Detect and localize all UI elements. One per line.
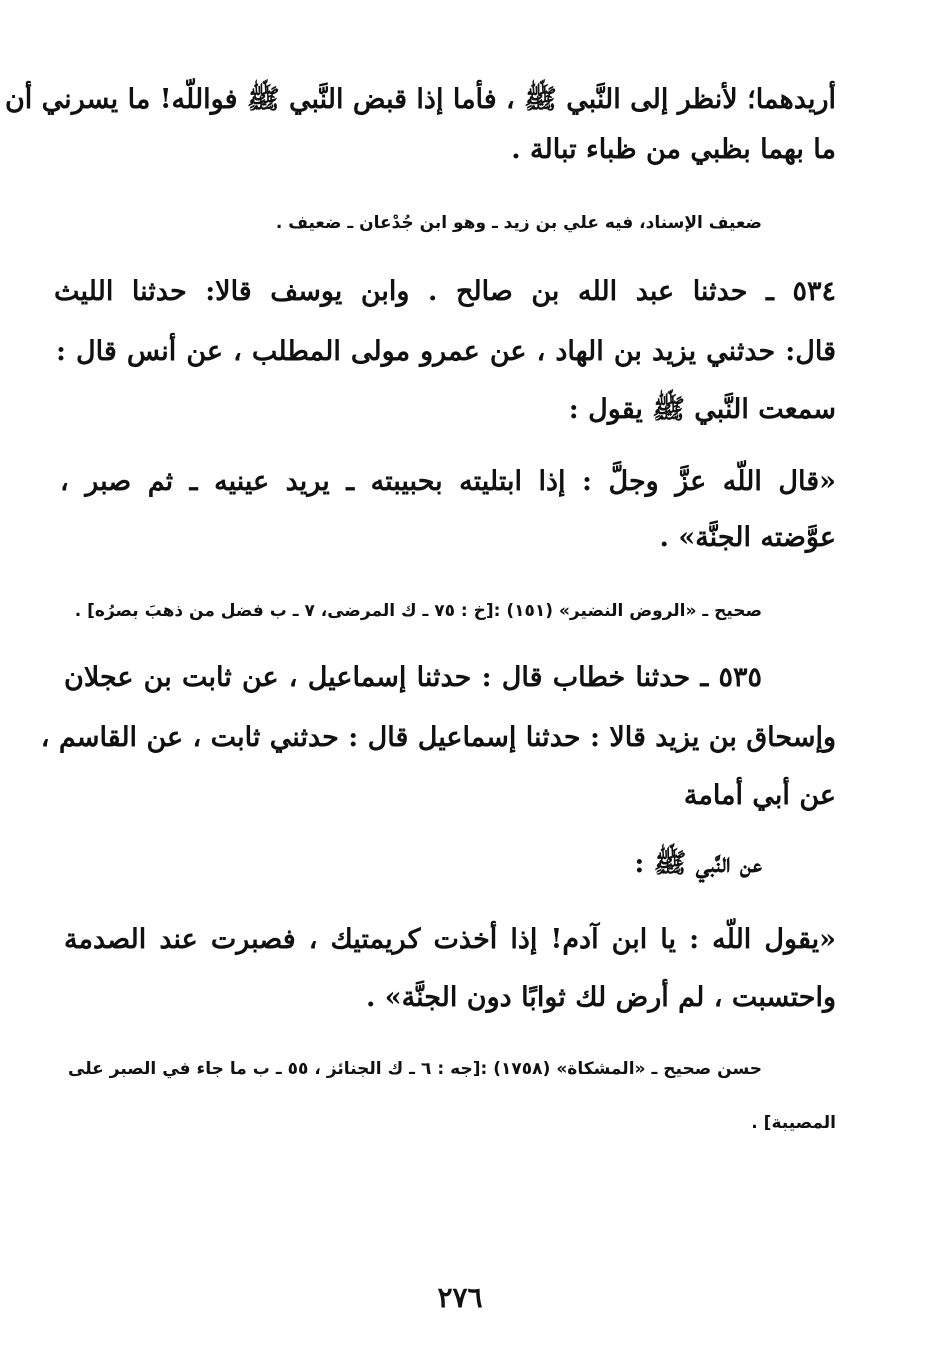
footnote-grade: ضعيف الإسناد، فيه علي بن زيد ـ وهو ابن جُدْعان ـ ضعيف . (275, 213, 762, 233)
hadith-535-chain: عن النَّبي ﷺ : (634, 848, 762, 879)
page-number: ٢٧٦ (437, 1281, 483, 1314)
hadith-534-chain: قال: حدثني يزيد بن الهاد ، عن عمرو مولى المطلب ، عن أنس قال : (56, 336, 836, 367)
hadith-535-chain: عن أبي أمامة (683, 780, 836, 811)
paragraph-line: ما بهما بظبي من ظباء تبالة . (511, 134, 836, 165)
hadith-535-text: واحتسبت ، لم أرض لك ثوابًا دون الجنَّة» . (365, 982, 836, 1013)
hadith-535-chain: ٥٣٥ ـ حدثنا خطاب قال : حدثنا إسماعيل ، عن ثابت بن عجلان (64, 662, 762, 693)
paragraph-line: أريدهما؛ لأنظر إلى النَّبي ﷺ ، فأما إذا قبض النَّبي ﷺ فواللّه! ما يسرني أن (4, 84, 836, 115)
hadith-535-text: «يقول اللّه : يا ابن آدم! إذا أخذت كريمتيك ، فصبرت عند الصدمة (64, 924, 836, 955)
footnote-grade: المصيبة] . (751, 1113, 836, 1133)
footnote-grade: صحيح ـ «الروض النضير» (١٥١) :[خ : ٧٥ ـ ك المرضى، ٧ ـ ب فضل من ذهبَ بصرُه] . (74, 601, 762, 621)
hadith-534-chain: ٥٣٤ ـ حدثنا عبد الله بن صالح . وابن يوسف قالا: حدثنا الليث (54, 276, 836, 307)
hadith-534-chain: سمعت النَّبي ﷺ يقول : (568, 394, 836, 425)
hadith-534-text: عوَّضته الجنَّة» . (659, 522, 836, 553)
hadith-535-chain: وإسحاق بن يزيد قالا : حدثنا إسماعيل قال : حدثني ثابت ، عن القاسم ، (40, 722, 836, 753)
footnote-grade: حسن صحيح ـ «المشكاة» (١٧٥٨) :[جه : ٦ ـ ك الجنائز ، ٥٥ ـ ب ما جاء في الصبر على (68, 1059, 763, 1079)
hadith-534-text: «قال اللّه عزَّ وجلَّ : إذا ابتليته بحبيبته ـ يريد عينيه ـ ثم صبر ، (60, 466, 836, 497)
